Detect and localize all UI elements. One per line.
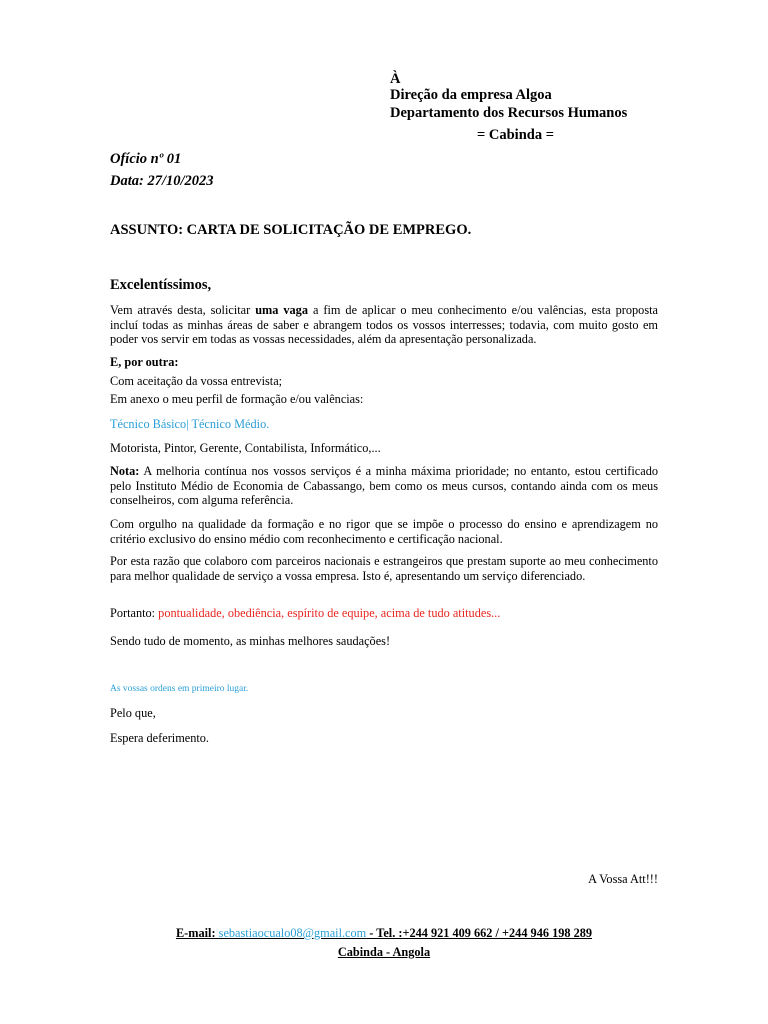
portanto-label: Portanto:	[110, 606, 159, 620]
addressee-city: = Cabinda =	[477, 127, 554, 143]
email-link[interactable]: sebastiaocualo08@gmail.com	[218, 926, 367, 940]
nota-label: Nota:	[110, 464, 140, 478]
phone-numbers: - Tel. :+244 921 409 662 / +244 946 198 289	[366, 926, 593, 940]
sign-off: A Vossa Att!!!	[588, 872, 658, 886]
portanto-values: pontualidade, obediência, espírito de equipe, acima de tudo atitudes...	[158, 606, 501, 620]
orgulho-paragraph: Com orgulho na qualidade da formação e no rigor que se impõe o processo do ensino e aprendizagem no critério exclusivo do ensino médio com reconhecimento e certificação nacional.	[110, 517, 658, 546]
e-por-outra-heading: E, por outra:	[110, 355, 179, 369]
razao-paragraph: Por esta razão que colaboro com parceiros nacionais e estrangeiros que prestam suporte ao meu conhecimento para melhor qualidade de serviço a vossa empresa. Isto é, apresentando um serviço diferenciado.	[110, 554, 658, 583]
addressee-prefix: À	[390, 71, 401, 87]
anexo-line: Em anexo o meu perfil de formação e/ou valências:	[110, 392, 364, 406]
addressee-company: Direção da empresa Algoa	[390, 87, 552, 103]
letter-date: Data: 27/10/2023	[110, 173, 214, 189]
footer-contact	[0, 926, 768, 941]
intro-emphasis: uma vaga	[255, 303, 308, 317]
ordens-note: As vossas ordens em primeiro lugar.	[110, 684, 249, 694]
pelo-que-line: Pelo que,	[110, 706, 156, 720]
nota-text: A melhoria contínua nos vossos serviços é a minha máxima prioridade; no entanto, estou certificado pelo Instituto Médio de Economia de Cabassango, bem como os meus cursos, contando ainda com os meus conselheiros, com alguma referência.	[110, 464, 658, 508]
portanto-line	[110, 606, 500, 621]
entrevista-line: Com aceitação da vossa entrevista;	[110, 374, 283, 388]
footer-location: Cabinda - Angola	[337, 945, 431, 959]
intro-paragraph	[110, 303, 658, 347]
oficio-number: Ofício nº 01	[110, 151, 182, 167]
subject-line: ASSUNTO: CARTA DE SOLICITAÇÃO DE EMPREGO.	[110, 222, 472, 238]
salutation: Excelentíssimos,	[110, 277, 212, 293]
addressee-department: Departamento dos Recursos Humanos	[390, 105, 628, 121]
intro-text-start: Vem através desta, solicitar	[110, 303, 256, 317]
email-label: E-mail:	[175, 926, 219, 940]
nota-paragraph	[110, 464, 658, 508]
deferimento-line: Espera deferimento.	[110, 731, 210, 745]
professions-list: Motorista, Pintor, Gerente, Contabilista, Informático,...	[110, 441, 381, 455]
intro-text-end: a fim de aplicar o meu conhecimento e/ou valências, esta proposta incluí todas as minhas áreas de saber e abrangem todos os vossos interresses; todavia, com muito gosto em poder vos servir em todas as vossas necessidades, além da apresentação personalizada.	[110, 303, 658, 347]
tecnico-levels: Técnico Básico| Técnico Médio.	[110, 417, 270, 431]
saudacoes-line: Sendo tudo de momento, as minhas melhores saudações!	[110, 634, 391, 648]
